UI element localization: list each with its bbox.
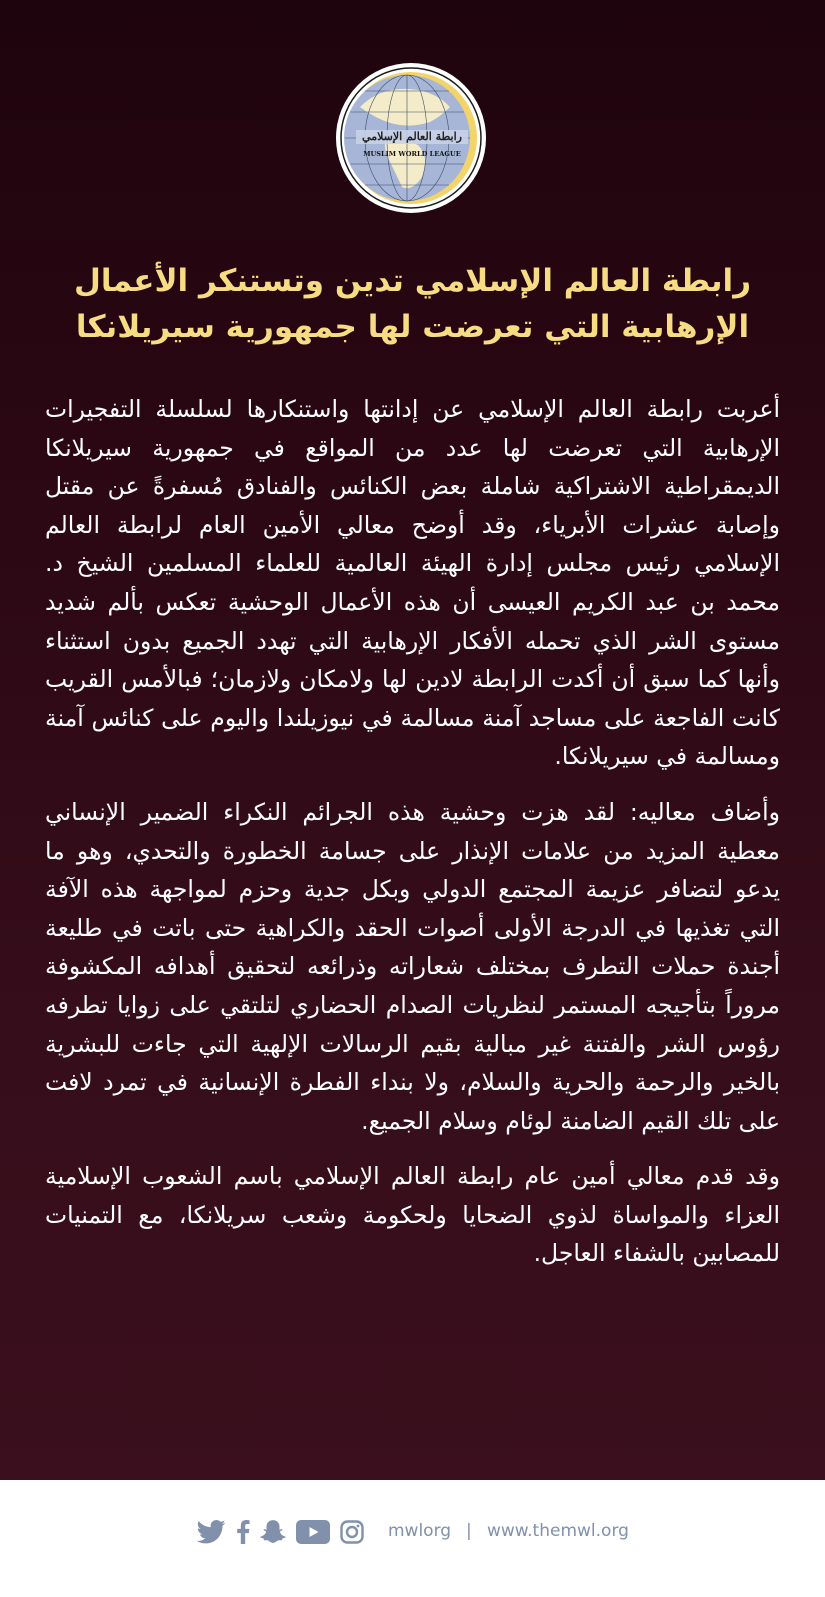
social-handle[interactable]: mwlorg (388, 1521, 452, 1541)
article-body (45, 390, 780, 1290)
headline-line-1: رابطة العالم الإسلامي تدين وتستنكر الأعمال (73, 263, 752, 299)
social-icons (196, 1517, 364, 1547)
svg-text:رابطة العالم الإسلامي: رابطة العالم الإسلامي (362, 130, 462, 143)
paragraph: وأضاف معاليه: لقد هزت وحشية هذه الجرائم النكراء الضمير الإنساني معطية المزيد من علامات الإنذار على جسامة الخطورة والتحدي، وهو ما يدعو لتضافر عزيمة المجتمع الدولي وبكل جدية وحزم لمواجهة هذه الآفة التي تغذيها في الدرجة الأولى أصوات الحقد والكراهية حتى باتت في طليعة أجندة حملات التطرف بمختلف شعاراته وذرائعه لتحقيق أهدافه المكشوفة مروراً بتأجيجه المستمر لنظريات الصدام الحضاري لتلتقي على زوايا تطرفه رؤوس الشر والفتنة غير مبالية بقيم الرسالات الإلهية التي جاءت للبشرية بالخير والرحمة والحرية والسلام، ولا بنداء الفطرة الإنسانية في تمرد لافت على تلك القيم الضامنة لوئام وسلام الجميع. (45, 797, 780, 1135)
svg-text:MUSLIM WORLD LEAGUE: MUSLIM WORLD LEAGUE (363, 150, 461, 158)
twitter-icon[interactable] (196, 1520, 226, 1544)
headline (40, 258, 785, 350)
footer-separator: | (466, 1521, 472, 1541)
youtube-icon[interactable] (296, 1520, 330, 1544)
instagram-icon[interactable] (340, 1520, 364, 1544)
globe-icon (340, 67, 482, 209)
muslim-world-league-logo (336, 63, 486, 213)
website-link[interactable]: www.themwl.org (487, 1521, 629, 1541)
snapchat-icon[interactable] (260, 1520, 286, 1544)
paragraph: أعربت رابطة العالم الإسلامي عن إدانتها واستنكارها لسلسلة التفجيرات الإرهابية التي تعرضت لها عدد من المواقع في جمهورية سيريلانكا الديمقراطية الاشتراكية شاملة بعض الكنائس والفنادق مُسفرةً عن مقتل وإصابة عشرات الأبرياء، وقد أوضح معالي الأمين العام لرابطة العالم الإسلامي رئيس مجلس إدارة الهيئة العالمية للعلماء المسلمين الشيخ د. محمد بن عبد الكريم العيسى أن هذه الأعمال الوحشية تعكس بألم شديد مستوى الشر الذي تحمله الأفكار الإرهابية التي تهدد الجميع بدون استثناء وأنها كما سبق أن أكدت الرابطة لادين لها ولامكان ولازمان؛ فبالأمس القريب كانت الفاجعة على مساجد آمنة مسالمة في نيوزيلندا واليوم على كنائس آمنة ومسالمة في سيريلانكا. (45, 395, 780, 771)
paragraph: وقد قدم معالي أمين عام رابطة العالم الإسلامي باسم الشعوب الإسلامية العزاء والمواساة لذوي الضحايا ولحكومة وشعب سريلانكا، مع التمنيات للمصابين بالشفاء العاجل. (45, 1162, 780, 1268)
facebook-icon[interactable] (236, 1520, 250, 1544)
headline-line-2: الإرهابية التي تعرضت لها جمهورية سيريلانكا (75, 309, 750, 345)
